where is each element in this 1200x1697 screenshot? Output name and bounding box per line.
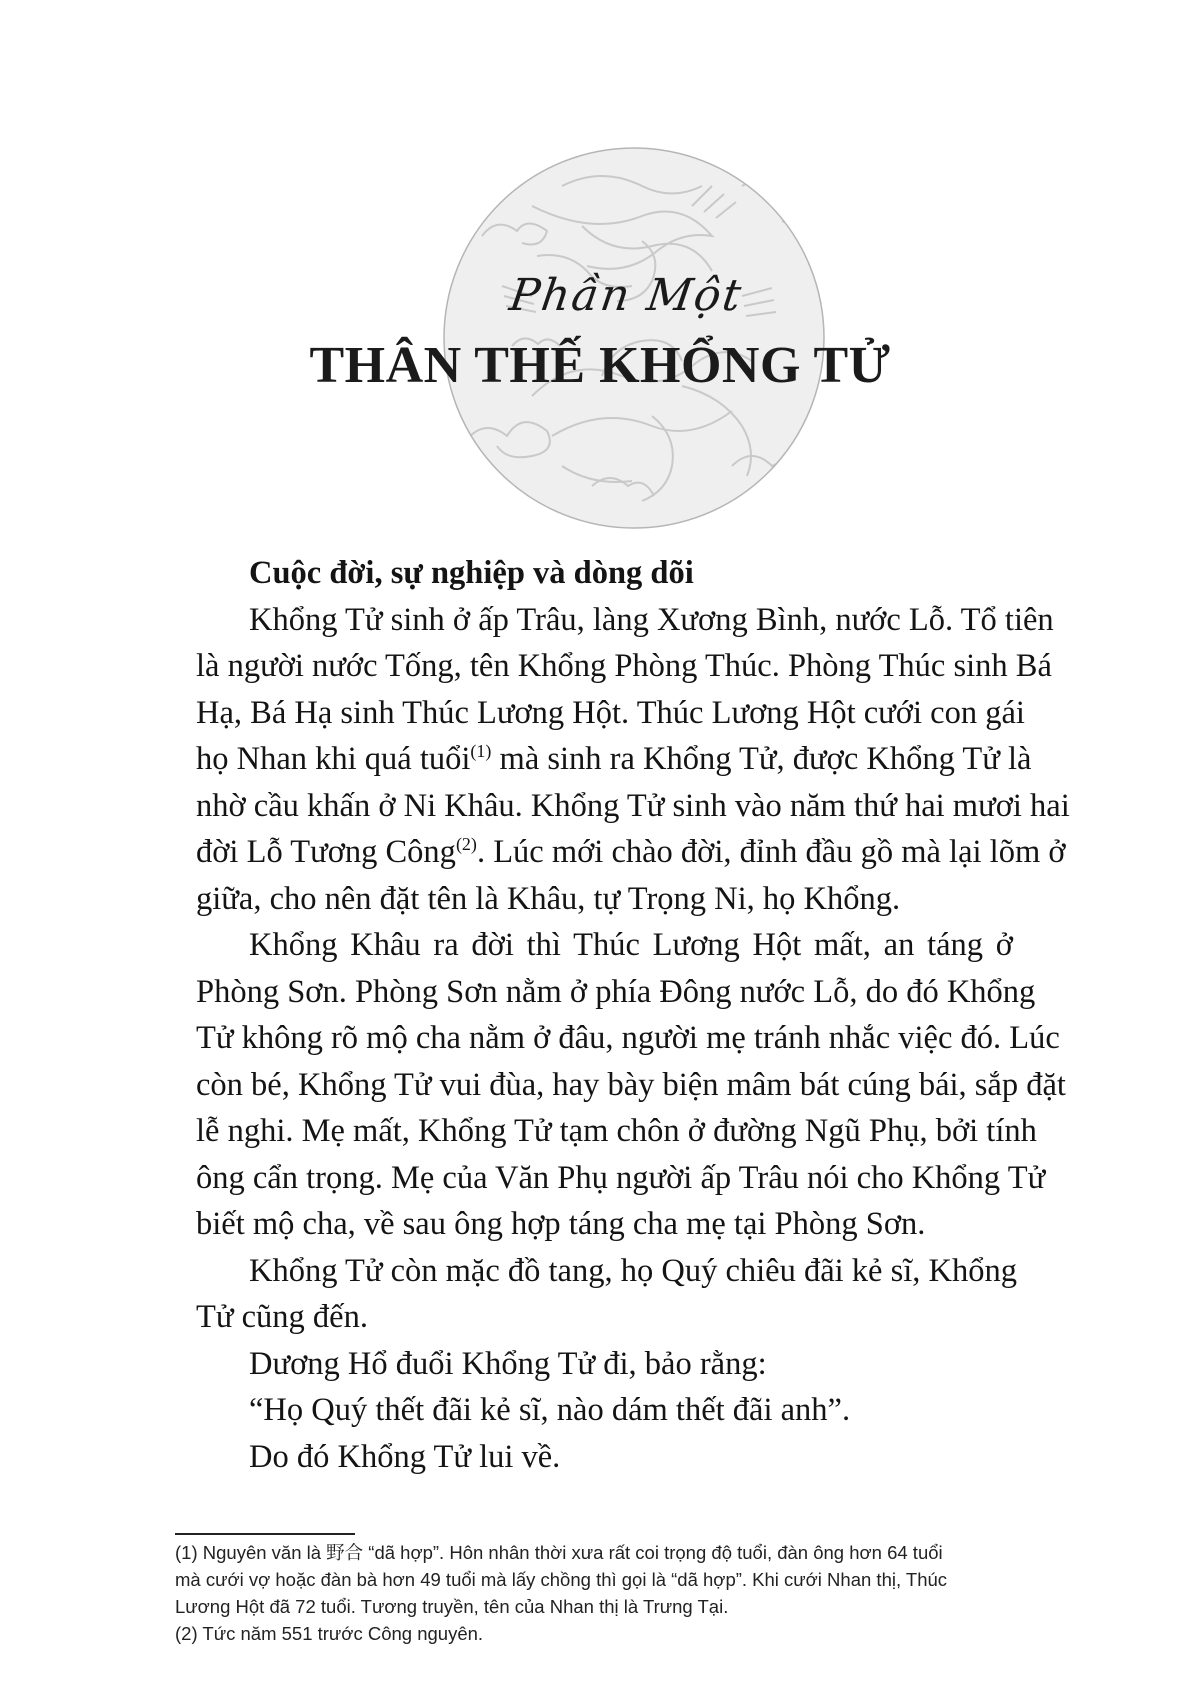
text-line: họ Nhan khi quá tuổi$^{(1)}$ mà sinh ra Khổng Tử, được Khổng Tử là bbox=[196, 741, 1032, 777]
text-line: Phòng Sơn. Phòng Sơn nằm ở phía Đông nước Lỗ, do đó Khổng bbox=[196, 973, 1036, 1010]
footnote-line: (1) Nguyên văn là 野合 “dã hợp”. Hôn nhân thời xưa rất coi trọng độ tuổi, đàn ông hơn 64 tuổi bbox=[175, 1542, 943, 1563]
text-line: nhờ cầu khấn ở Ni Khâu. Khổng Tử sinh vào năm thứ hai mươi hai bbox=[196, 787, 1070, 824]
paragraph-4 bbox=[249, 1341, 1013, 1481]
main-text bbox=[196, 550, 1070, 1480]
text-line: lễ nghi. Mẹ mất, Khổng Tử tạm chôn ở đường Ngũ Phụ, bởi tính bbox=[196, 1113, 1037, 1149]
text-line: giữa, cho nên đặt tên là Khâu, tự Trọng Ni, họ Khổng. bbox=[196, 880, 901, 917]
footnote-mark-2[interactable]: (2) bbox=[455, 834, 477, 854]
footnote-mark-1[interactable]: (1) bbox=[470, 741, 492, 761]
footnote-line: mà cưới vợ hoặc đàn bà hơn 49 tuổi mà lấy chồng thì gọi là “dã hợp”. Khi cưới Nhan thị, Thúc bbox=[175, 1569, 948, 1590]
footnote-line: Lương Hột đã 72 tuổi. Tương truyền, tên của Nhan thị là Trưng Tại. bbox=[175, 1596, 729, 1617]
paragraph-1 bbox=[196, 597, 1070, 923]
text-line: Tử cũng đến. bbox=[196, 1299, 368, 1335]
text-line: Hạ, Bá Hạ sinh Thúc Lương Hột. Thúc Lương Hột cưới con gái bbox=[196, 694, 1025, 731]
text-line: Do đó Khổng Tử lui về. bbox=[249, 1438, 561, 1475]
footnote-divider bbox=[175, 1533, 355, 1535]
text-line: Khổng Tử còn mặc đồ tang, họ Quý chiêu đãi kẻ sĩ, Khổng bbox=[249, 1252, 1017, 1289]
text-line: đời Lỗ Tương Công$^{(2)}$. Lúc mới chào đời, đỉnh đầu gồ mà lại lõm ở bbox=[196, 834, 1066, 870]
text-line: biết mộ cha, về sau ông hợp táng cha mẹ tại Phòng Sơn. bbox=[196, 1206, 926, 1242]
footnote-line: (2) Tức năm 551 trước Công nguyên. bbox=[175, 1623, 484, 1644]
text-line: Khổng Tử sinh ở ấp Trâu, làng Xương Bình, nước Lỗ. Tổ tiên bbox=[249, 601, 1054, 638]
text-line: Dương Hổ đuổi Khổng Tử đi, bảo rằng: bbox=[249, 1345, 767, 1382]
quote-line: “Họ Quý thết đãi kẻ sĩ, nào dám thết đãi anh”. bbox=[249, 1392, 851, 1428]
paragraph-3 bbox=[196, 1248, 1017, 1341]
text-line: Tử không rõ mộ cha nằm ở đâu, người mẹ tránh nhắc việc đó. Lúc bbox=[196, 1020, 1060, 1056]
text-line: còn bé, Khổng Tử vui đùa, hay bày biện mâm bát cúng bái, sắp đặt bbox=[196, 1066, 1066, 1103]
text-line: là người nước Tống, tên Khổng Phòng Thúc. Phòng Thúc sinh Bá bbox=[196, 648, 1052, 684]
text-line: ông cẩn trọng. Mẹ của Văn Phụ người ấp Trâu nói cho Khổng Tử bbox=[196, 1159, 1046, 1196]
footnotes bbox=[175, 1539, 1055, 1647]
paragraph-2 bbox=[196, 922, 1066, 1248]
part-label: Phần Một bbox=[506, 270, 747, 321]
part-title: THÂN THẾ KHỔNG TỬ bbox=[309, 337, 891, 394]
text-line: Khổng Khâu ra đời thì Thúc Lương Hột mất, an táng ở bbox=[249, 927, 1013, 963]
section-heading: Cuộc đời, sự nghiệp và dòng dõi bbox=[249, 555, 694, 591]
